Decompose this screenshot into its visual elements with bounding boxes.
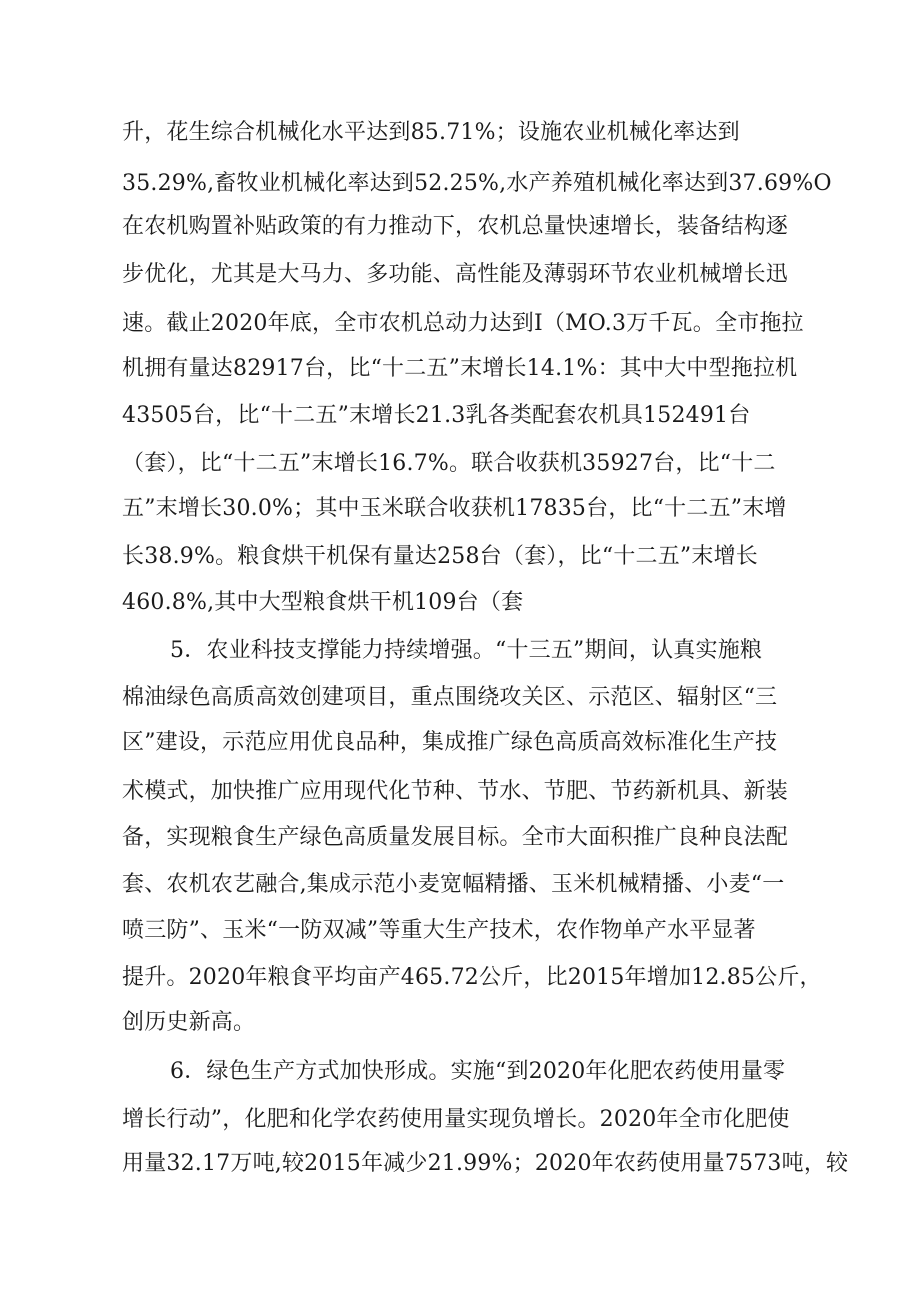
text-line: 创历史新高。: [122, 1010, 256, 1035]
paragraph-heading-5: 5．农业科技支撑能力持续增强。“十三五”期间，认真实施粮: [170, 638, 763, 663]
text-line: 增长行动”，化肥和化学农药使用量实现负增长。2020年全市化肥使: [122, 1107, 790, 1132]
text-line: 喷三防”、玉米“一防双减”等重大生产技术，农作物单产水平显著: [122, 918, 756, 943]
text-line: 速。截止2020年底，全市农机总动力达到I（MO.3万千瓦。全市拖拉: [122, 311, 804, 336]
text-line: 机拥有量达82917台，比“十二五”末增长14.1%：其中大中型拖拉机: [122, 356, 798, 381]
paragraph-heading-6: 6．绿色生产方式加快形成。实施“到2020年化肥农药使用量零: [170, 1059, 786, 1084]
text-line: 区”建设，示范应用优良品种，集成推广绿色高质高效标准化生产技: [122, 730, 778, 755]
text-line: 35.29%,畜牧业机械化率达到52.25%,水产养殖机械化率达到37.69%O: [122, 171, 832, 196]
text-line: 升，花生综合机械化水平达到85.71%；设施农业机械化率达到: [122, 120, 740, 145]
text-line: 棉油绿色高质高效创建项目，重点围绕攻关区、示范区、辐射区“三: [122, 685, 778, 710]
text-line: 术模式，加快推广应用现代化节种、节水、节肥、节药新机具、新装: [122, 779, 789, 804]
text-line: 460.8%,其中大型粮食烘干机109台（套: [122, 590, 524, 615]
text-line: 五”末增长30.0%；其中玉米联合收获机17835台，比“十二五”末增: [122, 496, 787, 521]
text-line: 套、农机农艺融合,集成示范小麦宽幅精播、玉米机械精播、小麦“一: [122, 872, 785, 897]
text-line: 备，实现粮食生产绿色高质量发展目标。全市大面积推广良种良法配: [122, 825, 789, 850]
text-line: 提升。2020年粮食平均亩产465.72公斤，比2015年增加12.85公斤，: [122, 965, 822, 990]
text-line: （套），比“十二五”末增长16.7%。联合收获机35927台，比“十二: [122, 451, 776, 476]
text-line: 用量32.17万吨,较2015年减少21.99%；2020年农药使用量7573吨，较: [122, 1151, 849, 1176]
text-line: 长38.9%。粮食烘干机保有量达258台（套），比“十二五”末增长: [122, 544, 758, 569]
text-line: 43505台，比“十二五”末增长21.3乳各类配套农机具152491台: [122, 403, 751, 428]
text-line: 在农机购置补贴政策的有力推动下，农机总量快速增长，装备结构逐: [122, 214, 789, 239]
text-line: 步优化，尤其是大马力、多功能、高性能及薄弱环节农业机械增长迅: [122, 262, 789, 287]
